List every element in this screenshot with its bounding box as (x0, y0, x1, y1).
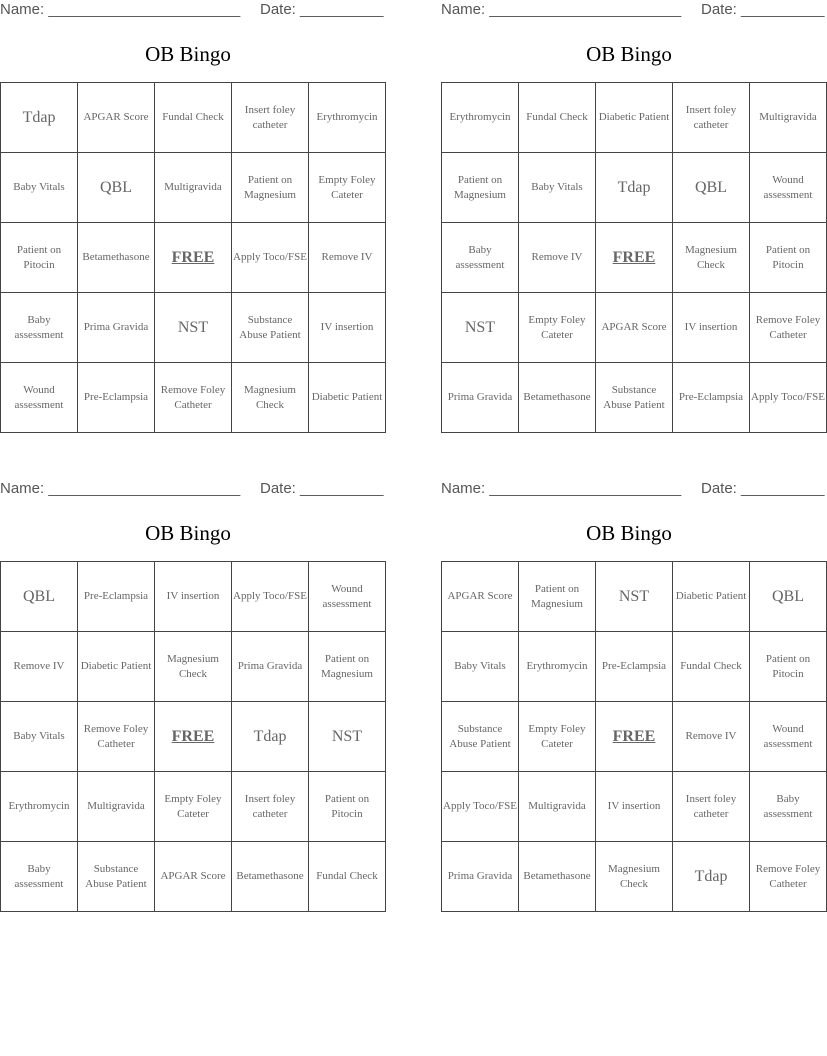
card-title: OB Bingo (586, 42, 672, 66)
bingo-cell: Substance Abuse Patient (442, 702, 519, 772)
bingo-cell: Magnesium Check (673, 223, 750, 293)
bingo-cell: Baby assessment (1, 293, 78, 363)
card-title: OB Bingo (145, 521, 231, 545)
bingo-cell: QBL (750, 562, 827, 632)
bingo-row (1, 702, 386, 772)
bingo-cell: Betamethasone (232, 842, 309, 912)
bingo-cell: Diabetic Patient (309, 363, 386, 433)
bingo-cell: Magnesium Check (232, 363, 309, 433)
free-space: FREE (155, 702, 232, 772)
name-field-label: Name: _______________________ (441, 480, 682, 497)
bingo-cell: Empty Foley Cateter (309, 153, 386, 223)
bingo-cell: Substance Abuse Patient (596, 363, 673, 433)
card-header (0, 1, 384, 21)
bingo-cell: Prima Gravida (78, 293, 155, 363)
name-field-label: Name: _______________________ (0, 480, 241, 497)
bingo-cell: APGAR Score (78, 83, 155, 153)
bingo-grid (0, 82, 386, 433)
bingo-cell: Wound assessment (1, 363, 78, 433)
bingo-cell: APGAR Score (596, 293, 673, 363)
free-space: FREE (596, 702, 673, 772)
bingo-cell: Remove IV (1, 632, 78, 702)
bingo-row (442, 702, 827, 772)
bingo-cell: IV insertion (596, 772, 673, 842)
bingo-cell: Betamethasone (519, 363, 596, 433)
bingo-row (442, 83, 827, 153)
bingo-row (442, 632, 827, 702)
bingo-cell: Remove Foley Catheter (78, 702, 155, 772)
bingo-cell: Remove IV (309, 223, 386, 293)
bingo-cell: Pre-Eclampsia (78, 562, 155, 632)
bingo-row (442, 363, 827, 433)
date-field-label: Date: __________ (260, 480, 384, 497)
bingo-cell: Tdap (596, 153, 673, 223)
card-title: OB Bingo (586, 521, 672, 545)
bingo-row (1, 293, 386, 363)
bingo-row (1, 842, 386, 912)
card-header (0, 480, 384, 500)
bingo-cell: Remove Foley Catheter (750, 293, 827, 363)
bingo-cell: Tdap (232, 702, 309, 772)
bingo-row (442, 562, 827, 632)
date-field-label: Date: __________ (701, 1, 825, 18)
bingo-cell: Baby assessment (750, 772, 827, 842)
bingo-cell: IV insertion (673, 293, 750, 363)
bingo-cell: Remove IV (519, 223, 596, 293)
bingo-cell: Fundal Check (155, 83, 232, 153)
bingo-cell: Patient on Magnesium (309, 632, 386, 702)
bingo-cell: Prima Gravida (232, 632, 309, 702)
date-field-label: Date: __________ (260, 1, 384, 18)
card-header (441, 1, 825, 21)
date-field-label: Date: __________ (701, 480, 825, 497)
bingo-cell: Remove IV (673, 702, 750, 772)
bingo-cell: Remove Foley Catheter (750, 842, 827, 912)
bingo-cell: Baby Vitals (442, 632, 519, 702)
bingo-cell: Multigravida (78, 772, 155, 842)
bingo-cell: Apply Toco/FSE (750, 363, 827, 433)
bingo-grid (441, 561, 827, 912)
bingo-cell: Substance Abuse Patient (232, 293, 309, 363)
card-title: OB Bingo (145, 42, 231, 66)
bingo-cell: APGAR Score (155, 842, 232, 912)
bingo-cell: Apply Toco/FSE (442, 772, 519, 842)
bingo-cell: Baby Vitals (519, 153, 596, 223)
card-header (441, 480, 825, 500)
bingo-row (1, 83, 386, 153)
bingo-cell: Erythromycin (309, 83, 386, 153)
bingo-cell: IV insertion (155, 562, 232, 632)
bingo-cell: QBL (673, 153, 750, 223)
bingo-cell: Wound assessment (750, 702, 827, 772)
bingo-cell: Baby assessment (1, 842, 78, 912)
bingo-cell: Apply Toco/FSE (232, 223, 309, 293)
bingo-cell: Patient on Pitocin (750, 223, 827, 293)
bingo-cell: Fundal Check (309, 842, 386, 912)
bingo-cell: Prima Gravida (442, 363, 519, 433)
bingo-cell: Tdap (673, 842, 750, 912)
bingo-row (442, 223, 827, 293)
bingo-cell: Magnesium Check (596, 842, 673, 912)
bingo-cell: Patient on Pitocin (1, 223, 78, 293)
bingo-cell: Substance Abuse Patient (78, 842, 155, 912)
bingo-cell: Betamethasone (78, 223, 155, 293)
bingo-row (1, 363, 386, 433)
bingo-cell: APGAR Score (442, 562, 519, 632)
bingo-cell: Insert foley catheter (673, 83, 750, 153)
bingo-row (442, 153, 827, 223)
bingo-cell: Prima Gravida (442, 842, 519, 912)
bingo-cell: Erythromycin (442, 83, 519, 153)
bingo-cell: Diabetic Patient (596, 83, 673, 153)
bingo-cell: QBL (1, 562, 78, 632)
bingo-cell: Erythromycin (1, 772, 78, 842)
bingo-card (0, 0, 384, 440)
name-field-label: Name: _______________________ (441, 1, 682, 18)
bingo-cell: Insert foley catheter (673, 772, 750, 842)
bingo-cell: Insert foley catheter (232, 772, 309, 842)
bingo-cell: NST (596, 562, 673, 632)
bingo-cell: Fundal Check (673, 632, 750, 702)
bingo-cell: Patient on Magnesium (232, 153, 309, 223)
bingo-cell: NST (155, 293, 232, 363)
bingo-cell: Empty Foley Cateter (519, 702, 596, 772)
bingo-row (1, 632, 386, 702)
bingo-cell: Remove Foley Catheter (155, 363, 232, 433)
bingo-row (1, 772, 386, 842)
bingo-cell: Fundal Check (519, 83, 596, 153)
bingo-cell: Pre-Eclampsia (673, 363, 750, 433)
bingo-cell: Wound assessment (750, 153, 827, 223)
bingo-cell: IV insertion (309, 293, 386, 363)
bingo-cell: Baby Vitals (1, 702, 78, 772)
bingo-cell: Multigravida (155, 153, 232, 223)
bingo-cell: Betamethasone (519, 842, 596, 912)
bingo-cell: Diabetic Patient (673, 562, 750, 632)
bingo-cell: Magnesium Check (155, 632, 232, 702)
bingo-cell: Empty Foley Cateter (519, 293, 596, 363)
bingo-cell: Multigravida (750, 83, 827, 153)
name-field-label: Name: _______________________ (0, 1, 241, 18)
bingo-cell: Patient on Pitocin (309, 772, 386, 842)
bingo-cell: Patient on Magnesium (442, 153, 519, 223)
bingo-cell: NST (309, 702, 386, 772)
bingo-cell: Patient on Pitocin (750, 632, 827, 702)
bingo-cell: Insert foley catheter (232, 83, 309, 153)
bingo-cell: NST (442, 293, 519, 363)
bingo-cell: Pre-Eclampsia (78, 363, 155, 433)
bingo-card (441, 479, 825, 919)
bingo-cell: Empty Foley Cateter (155, 772, 232, 842)
bingo-cell: Diabetic Patient (78, 632, 155, 702)
bingo-cell: Baby assessment (442, 223, 519, 293)
bingo-cell: Erythromycin (519, 632, 596, 702)
bingo-cell: Patient on Magnesium (519, 562, 596, 632)
free-space: FREE (155, 223, 232, 293)
free-space: FREE (596, 223, 673, 293)
bingo-cell: Pre-Eclampsia (596, 632, 673, 702)
bingo-row (1, 562, 386, 632)
bingo-row (442, 772, 827, 842)
bingo-row (442, 842, 827, 912)
bingo-cell: Baby Vitals (1, 153, 78, 223)
bingo-card (441, 0, 825, 440)
bingo-card (0, 479, 384, 919)
bingo-cell: Apply Toco/FSE (232, 562, 309, 632)
bingo-row (1, 153, 386, 223)
bingo-cell: Tdap (1, 83, 78, 153)
bingo-row (1, 223, 386, 293)
bingo-cell: Wound assessment (309, 562, 386, 632)
bingo-cell: QBL (78, 153, 155, 223)
bingo-grid (441, 82, 827, 433)
bingo-row (442, 293, 827, 363)
bingo-cell: Multigravida (519, 772, 596, 842)
bingo-grid (0, 561, 386, 912)
